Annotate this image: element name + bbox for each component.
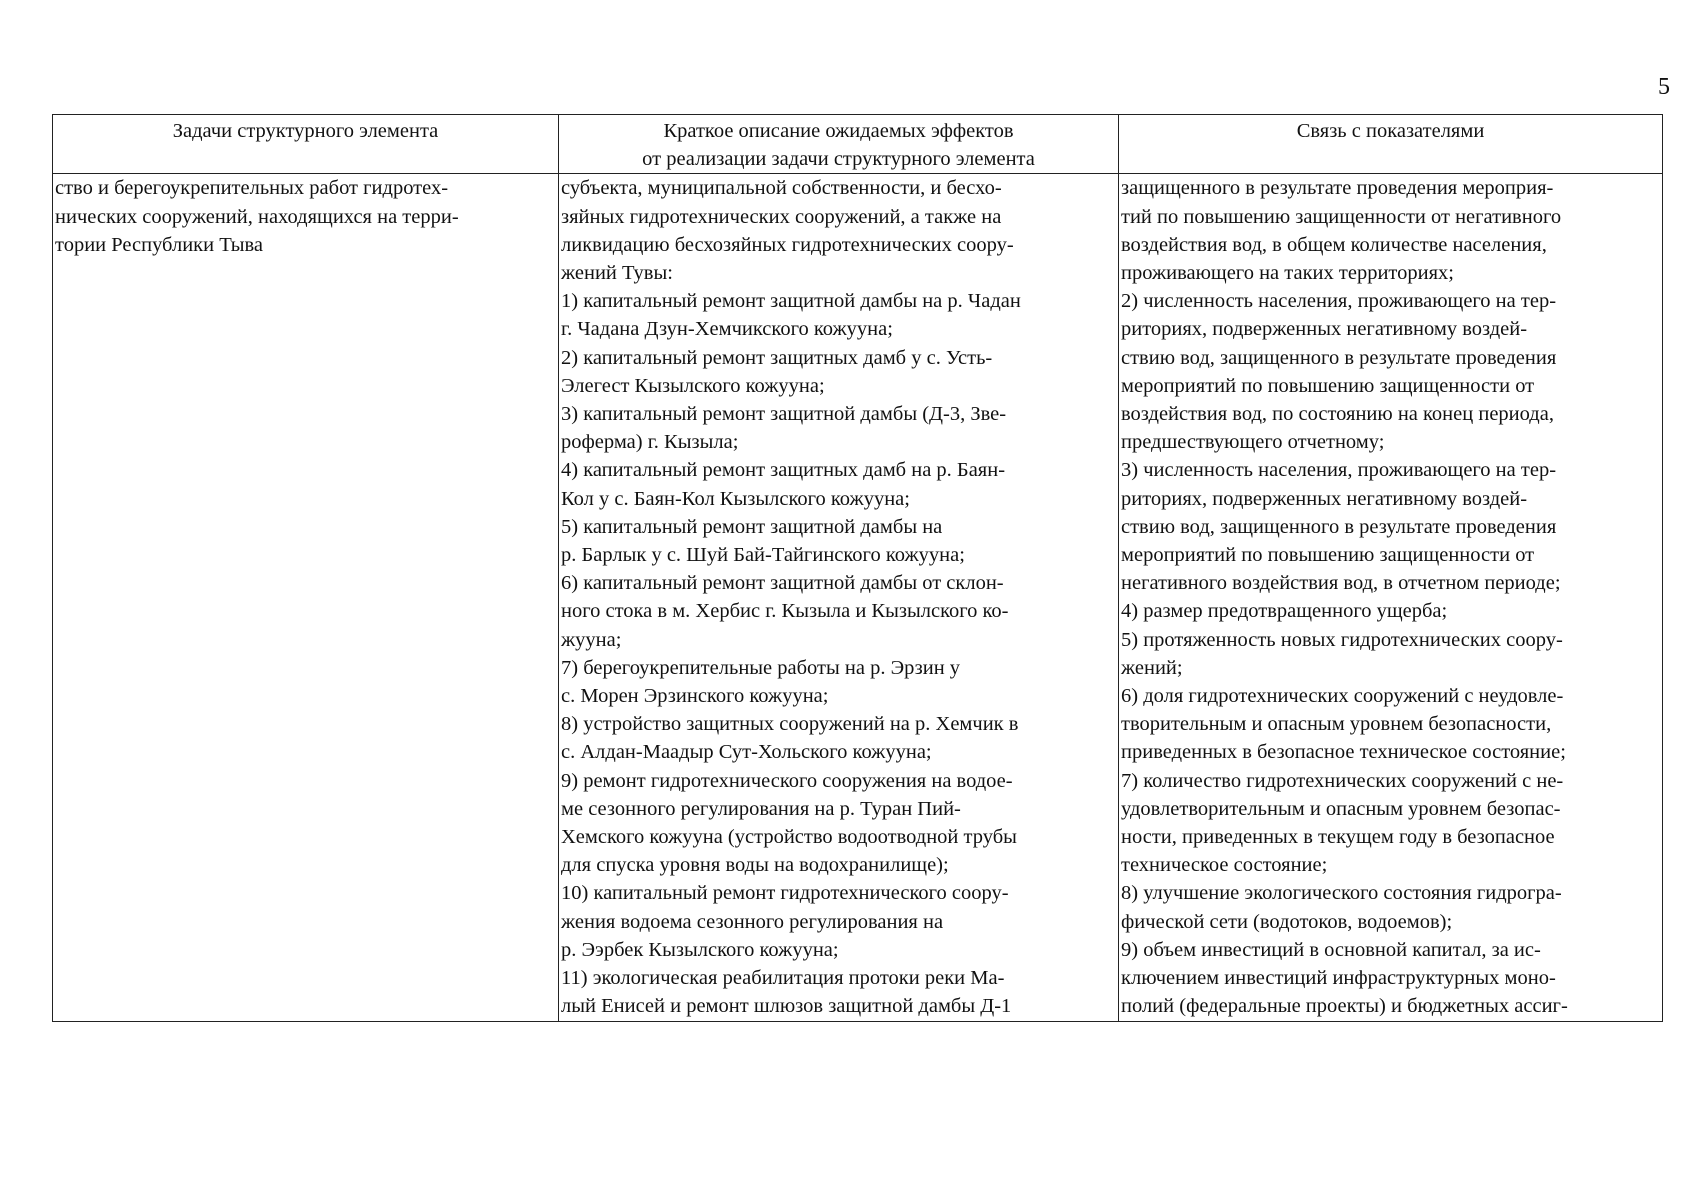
text-line: с. Морен Эрзинского кожууна; [561, 685, 829, 708]
text-line: ключением инвестиций инфраструктурных моно- [1121, 967, 1556, 990]
text-line: тий по повышению защищенности от негативного [1121, 205, 1562, 228]
text-line: проживающего на таких территориях; [1121, 262, 1454, 285]
text-line: удовлетворительным и опасным уровнем безопас- [1121, 797, 1561, 820]
text-line: роферма) г. Кызыла; [561, 431, 739, 454]
text-line: от реализации задачи структурного элемента [642, 148, 1035, 171]
text-line: приведенных в безопасное техническое состояние; [1121, 741, 1566, 764]
text-line: нических сооружений, находящихся на терри- [55, 205, 459, 228]
text-line: жения водоема сезонного регулирования на [561, 910, 944, 933]
text-line: 3) капитальный ремонт защитной дамбы (Д-3, Зве- [561, 403, 1007, 426]
text-line: р. Барлык у с. Шуй Бай-Тайгинского кожууна; [561, 544, 965, 567]
text-line: творительным и опасным уровнем безопасности, [1121, 713, 1552, 736]
text-line: 11) экологическая реабилитация протоки реки Ма- [561, 967, 1005, 990]
text-line: Хемского кожууна (устройство водоотводной трубы [561, 826, 1017, 849]
text-line: р. Ээрбек Кызылского кожууна; [561, 938, 839, 961]
text-line: ствию вод, защищенного в результате проведения [1121, 515, 1557, 538]
text-line: 1) капитальный ремонт защитной дамбы на р. Чадан [561, 290, 1021, 313]
text-line: техническое состояние; [1121, 854, 1328, 877]
text-line: фической сети (водотоков, водоемов); [1121, 910, 1453, 933]
table-header-row [53, 115, 1663, 174]
text-line: Связь с показателями [1296, 120, 1485, 142]
text-line: Задачи структурного элемента [172, 120, 439, 142]
text-line: воздействия вод, в общем количестве населения, [1121, 233, 1547, 256]
text-line: ного стока в м. Хербис г. Кызыла и Кызылского ко- [561, 600, 1009, 623]
text-line: 9) объем инвестиций в основной капитал, за ис- [1121, 938, 1541, 961]
text-line: жений; [1121, 656, 1183, 679]
text-line: 6) доля гидротехнических сооружений с неудовле- [1121, 685, 1564, 708]
text-line: субъекта, муниципальной собственности, и бесхо- [561, 177, 1002, 200]
text-line: 4) размер предотвращенного ущерба; [1121, 600, 1448, 623]
text-line: ликвидацию бесхозяйных гидротехнических соору- [561, 233, 1014, 256]
text-line: риториях, подверженных негативному воздей- [1121, 487, 1528, 510]
text-line: 7) берегоукрепительные работы на р. Эрзин у [561, 656, 961, 679]
text-line: ствию вод, защищенного в результате проведения [1121, 346, 1557, 369]
text-line: ство и берегоукрепительных работ гидротех- [55, 177, 449, 200]
text-line: защищенного в результате проведения мероприя- [1121, 177, 1554, 200]
text-line: риториях, подверженных негативному воздей- [1121, 318, 1528, 341]
text-line: с. Алдан-Маадыр Сут-Хольского кожууна; [561, 741, 932, 764]
text-line: жений Тувы: [561, 262, 673, 285]
text-line: 7) количество гидротехнических сооружений с не- [1121, 769, 1564, 792]
cell-tasks [53, 174, 559, 1021]
text-line: Кол у с. Баян-Кол Кызылского кожууна; [561, 487, 910, 510]
text-line: 8) устройство защитных сооружений на р. Хемчик в [561, 713, 1019, 736]
text-line: 2) капитальный ремонт защитных дамб у с. Усть- [561, 346, 993, 369]
header-indicators [1119, 115, 1663, 174]
text-line: 8) улучшение экологического состояния гидрогра- [1121, 882, 1562, 905]
table-row [53, 174, 1663, 1021]
text-line: мероприятий по повышению защищенности от [1121, 374, 1535, 397]
text-line: воздействия вод, по состоянию на конец периода, [1121, 403, 1554, 426]
header-tasks [53, 115, 559, 174]
text-line: мероприятий по повышению защищенности от [1121, 544, 1535, 567]
text-line: Элегест Кызылского кожууна; [561, 374, 825, 397]
text-line: 9) ремонт гидротехнического сооружения на водое- [561, 769, 1013, 792]
text-line: предшествующего отчетному; [1121, 431, 1385, 454]
text-line: 3) численность населения, проживающего на тер- [1121, 459, 1557, 482]
cell-effects [559, 174, 1119, 1021]
header-effects [559, 115, 1119, 174]
text-line: негативного воздействия вод, в отчетном периоде; [1121, 572, 1561, 595]
text-line: г. Чадана Дзун-Хемчикского кожууна; [561, 318, 893, 341]
text-line: лый Енисей и ремонт шлюзов защитной дамбы Д-1 [561, 995, 1012, 1018]
text-line: полий (федеральные проекты) и бюджетных ассиг- [1121, 995, 1568, 1018]
text-line: зяйных гидротехнических сооружений, а также на [561, 205, 1002, 228]
text-line: для спуска уровня воды на водохранилище); [561, 854, 949, 877]
text-line: тории Республики Тыва [55, 233, 264, 256]
text-line: жууна; [561, 628, 622, 651]
text-line: 4) капитальный ремонт защитных дамб на р. Баян- [561, 459, 1006, 482]
text-line: 5) протяженность новых гидротехнических соору- [1121, 628, 1563, 651]
cell-indicators [1119, 174, 1663, 1021]
page-number: 5 [1658, 74, 1670, 100]
document-table [52, 114, 1663, 1022]
text-line: 5) капитальный ремонт защитной дамбы на [561, 515, 943, 538]
text-line: 2) численность населения, проживающего на тер- [1121, 290, 1557, 313]
text-line: ме сезонного регулирования на р. Туран Пий- [561, 797, 961, 820]
text-line: 6) капитальный ремонт защитной дамбы от склон- [561, 572, 1004, 595]
text-line: ности, приведенных в текущем году в безопасное [1121, 826, 1555, 849]
text-line: 10) капитальный ремонт гидротехнического соору- [561, 882, 1009, 905]
text-line: Краткое описание ожидаемых эффектов [663, 120, 1014, 142]
